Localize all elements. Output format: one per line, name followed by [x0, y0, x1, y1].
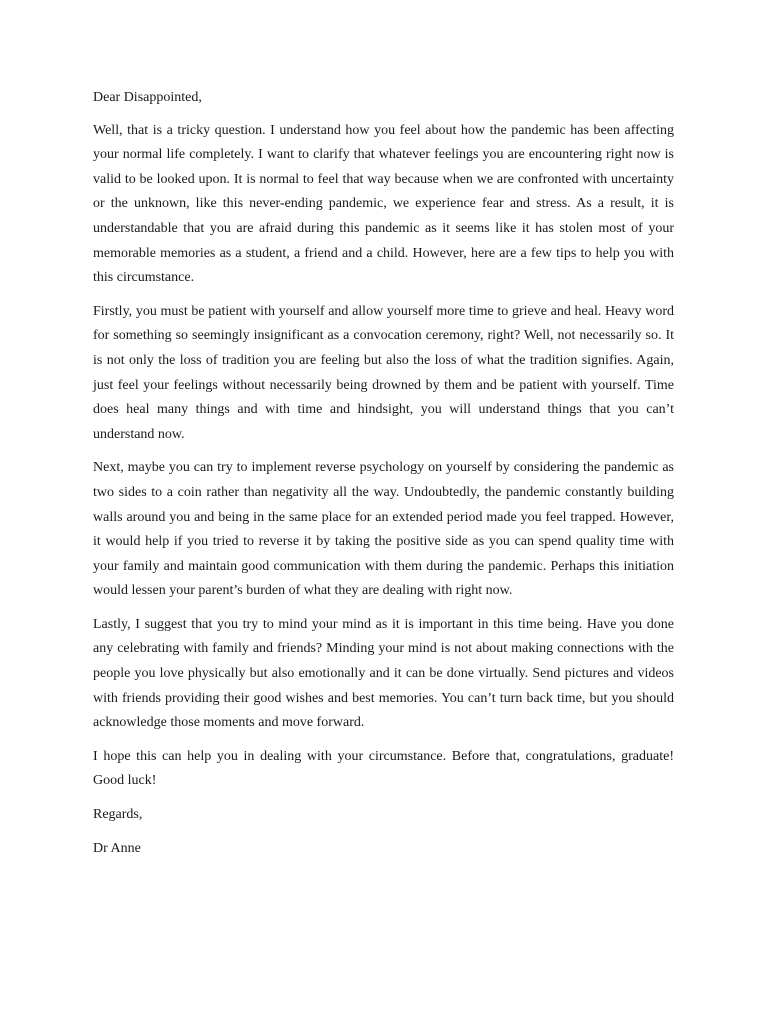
- letter-signature: Dr Anne: [93, 840, 141, 856]
- paragraph-lastly: Lastly, I suggest that you try to mind your mind as it is important in this time being. Have you done any celebrating with family and friends? Minding your mind is not about making connections with the people you love physically but also emotionally and it can be done virtually. Send pictures and videos with friends providing their good wishes and best memories. You can’t turn back time, but you should acknowledge those moments and move forward.: [93, 616, 674, 731]
- letter-greeting: Dear Disappointed,: [93, 90, 202, 105]
- paragraph-next: Next, maybe you can try to implement reverse psychology on yourself by considering the pandemic as two sides to a coin rather than negativity all the way. Undoubtedly, the pandemic constantly building walls around you and being in the same place for an extended period made you feel trapped. However, it would help if you tried to reverse it by taking the positive side as you can spend quality time with your family and maintain good communication with them during the pandemic. Perhaps this initiation would lessen your parent’s burden of what they are dealing with right now.: [93, 460, 674, 599]
- paragraph-firstly: Firstly, you must be patient with yourself and allow yourself more time to grieve and heal. Heavy word for something so seemingly insignificant as a convocation ceremony, right? Well, not necessarily so. It is not only the loss of tradition you are feeling but also the loss of what the tradition signifies. Again, just feel your feelings without necessarily being drowned by them and be patient with yourself. Time does heal many things and with time and hindsight, you will understand things that you can’t understand now.: [93, 303, 674, 442]
- paragraph-conclusion: I hope this can help you in dealing with your circumstance. Before that, congratulations, graduate! Good luck!: [93, 748, 674, 789]
- letter-closing: Regards,: [93, 807, 143, 823]
- letter-body: [93, 86, 674, 861]
- paragraph-intro: Well, that is a tricky question. I understand how you feel about how the pandemic has been affecting your normal life completely. I want to clarify that whatever feelings you are encountering right now is valid to be looked upon. It is normal to feel that way because when we are confronted with uncertainty or the unknown, like this never-ending pandemic, we experience fear and stress. As a result, it is understandable that you are afraid during this pandemic as it seems like it has stolen most of your memorable memories as a student, a friend and a child. However, here are a few tips to help you with this circumstance.: [93, 122, 674, 286]
